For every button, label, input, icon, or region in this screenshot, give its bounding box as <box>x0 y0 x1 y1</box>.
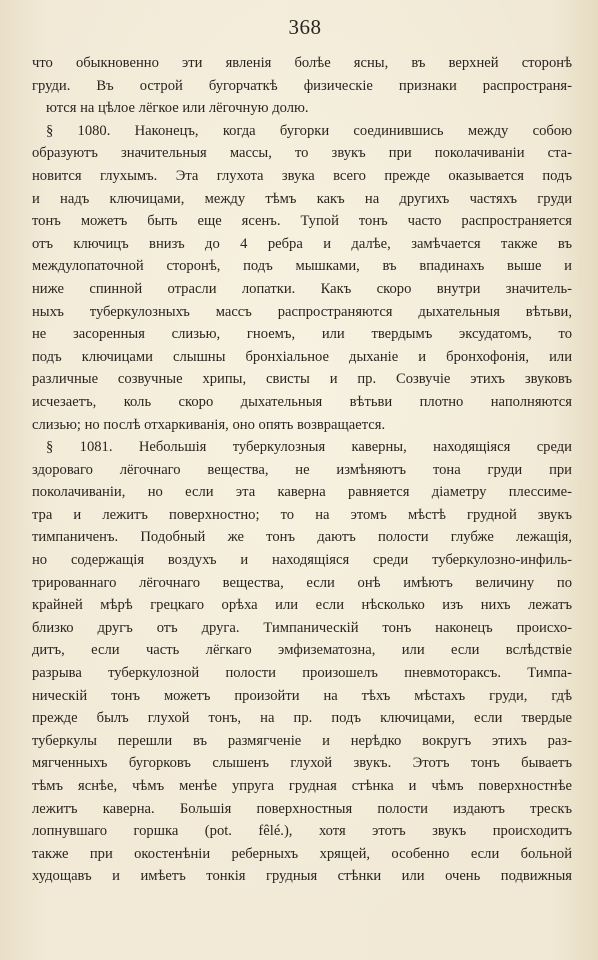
text-line: отъ ключицъ внизъ до 4 ребра и далѣе, замѣчается также въ <box>32 235 572 252</box>
page-number: 368 <box>288 15 322 39</box>
text-line: разрыва туберкулозной полости произошелъ пневмотораксъ. Тимпа- <box>32 665 572 682</box>
text-line: крайней мѣрѣ грецкаго орѣха или если нѣсколько изъ нихъ лежатъ <box>32 597 572 614</box>
text-line: слизью; но послѣ отхаркиванія, оно опять возвращается. <box>32 416 386 433</box>
text-line: лопнувшаго горшка (pot. fêlé.), хотя этотъ звукъ происходитъ <box>32 823 572 840</box>
text-line: также при окостенѣніи реберныхъ хрящей, особенно если больной <box>32 845 572 862</box>
text-line: худощавъ и имѣетъ тонкія грудныя стѣнки или очень подвижныя <box>32 868 572 885</box>
text-line: туберкулы перешли въ размягченіе и нерѣдко вокругъ этихъ раз- <box>32 732 572 749</box>
text-line: ниже спинной отрасли лопатки. Какъ скоро внутри значитель- <box>32 280 572 297</box>
text-line: подъ ключицами слышны бронхіальное дыханіе и бронхофонія, или <box>32 348 572 365</box>
text-line: близко другъ отъ друга. Тимпаническій тонъ наконецъ происхо- <box>32 619 572 636</box>
paragraph-start-line: § 1080. Наконецъ, когда бугорки соединившись между собою <box>46 122 572 139</box>
text-line: не засоренныя слизью, гноемъ, или твердымъ эксудатомъ, то <box>32 326 572 343</box>
text-line: исчезаетъ, коль скоро дыхательныя вѣтьви плотно наполняются <box>32 393 572 410</box>
text-line: поколачиваніи, но если эта каверна равняется діаметру плессиме- <box>32 484 572 501</box>
text-line: ныхъ туберкулозныхъ массъ распространяются дыхательныя вѣтьви, <box>32 303 572 320</box>
text-line: но содержащія воздухъ и находящіяся среди туберкулозно-инфиль- <box>32 552 572 569</box>
text-line: междулопаточной сторонѣ, подъ мышками, въ впадинахъ выше и <box>32 258 572 275</box>
text-line: здороваго лёгочнаго вещества, не измѣняютъ тона груди при <box>32 461 572 478</box>
text-line: ются на цѣлое лёгкое или лёгочную долю. <box>46 100 309 117</box>
body-text <box>32 52 572 888</box>
text-line: образуютъ значительныя массы, то звукъ при поколачиваніи ста- <box>32 145 572 162</box>
text-line: груди. Въ острой бугорчаткѣ физическіе признаки распространя- <box>32 77 572 94</box>
text-line: ническій тонъ можетъ произойти на тѣхъ мѣстахъ груди, гдѣ <box>32 687 572 704</box>
text-line: тѣмъ яснѣе, чѣмъ менѣе упруга грудная стѣнка и чѣмъ поверхностнѣе <box>32 778 572 794</box>
text-line: лежитъ каверна. Большія поверхностныя полости издаютъ трескъ <box>32 800 572 817</box>
text-line: новится глухымъ. Эта глухота звука всего прежде оказывается подъ <box>32 167 572 184</box>
text-line: дитъ, если часть лёгкаго эмфизематозна, или если вслѣдствіе <box>32 642 572 659</box>
text-line: тонъ можетъ быть еще ясенъ. Тупой тонъ часто распространяется <box>32 213 572 230</box>
text-line: тра и лежитъ поверхностно; то на этомъ мѣстѣ грудной звукъ <box>32 506 572 523</box>
text-line: тимпаниченъ. Подобный же тонъ даютъ полости глубже лежащія, <box>32 529 572 546</box>
text-line: мягченныхъ бугорковъ слышенъ глухой звукъ. Этотъ тонъ бываетъ <box>32 755 572 772</box>
text-line: различные созвучные хрипы, свисты и пр. Созвучіе этихъ звуковъ <box>32 371 572 388</box>
paragraph-start-line: § 1081. Небольшія туберкулозныя каверны, находящіяся среди <box>46 439 572 456</box>
text-line: трированнаго лёгочнаго вещества, если онѣ имѣютъ величину по <box>32 574 572 591</box>
text-line: прежде былъ глухой тонъ, на пр. подъ ключицами, если твердые <box>32 710 572 727</box>
text-line: и надъ ключицами, между тѣмъ какъ на другихъ частяхъ груди <box>32 190 572 207</box>
text-line: что обыкновенно эти явленія болѣе ясны, въ верхней сторонѣ <box>32 55 572 71</box>
